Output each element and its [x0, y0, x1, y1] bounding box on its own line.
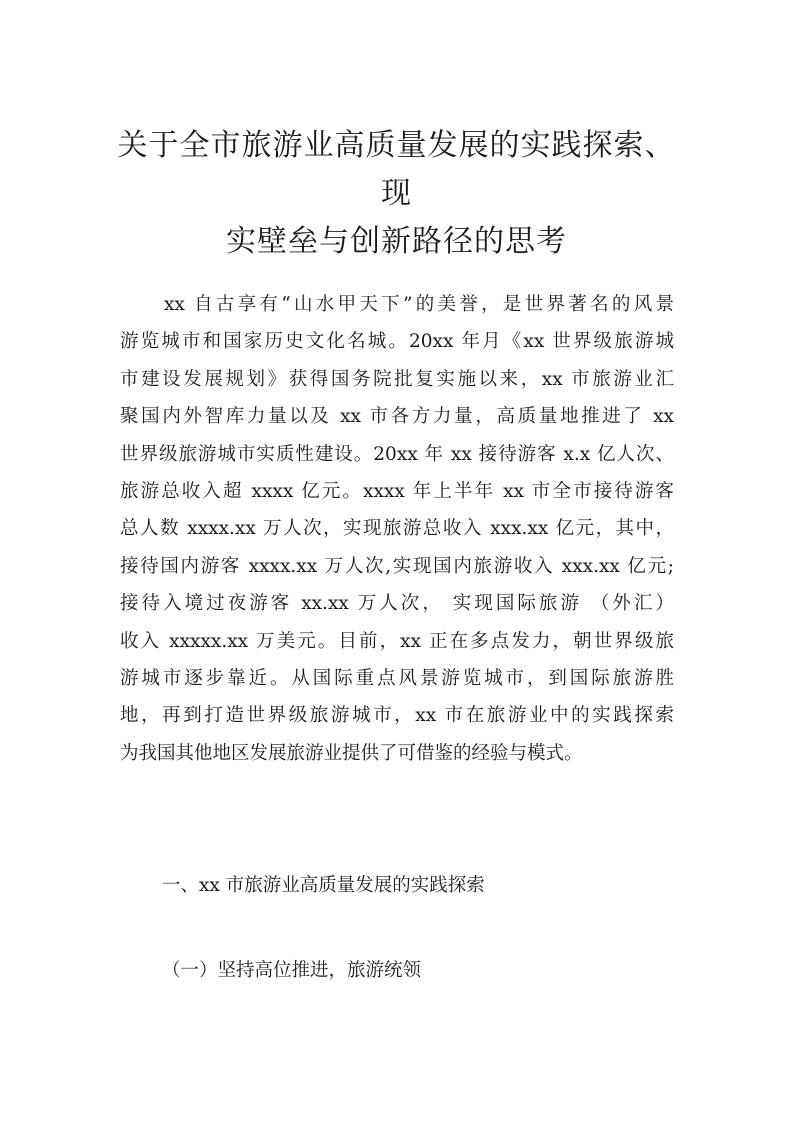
title-line-2: 实壁垒与创新路径的思考: [226, 224, 567, 259]
section-heading: 一、xx 市旅游业高质量发展的实践探索: [162, 875, 485, 896]
paragraph-line: 为我国其他地区发展旅游业提供了可借鉴的经验与模式。: [120, 742, 583, 764]
paragraph-line: 聚国内外智库力量以及 xx 市各方力量，高质量地推进了 xx: [120, 406, 674, 428]
paragraph-line: 游城市逐步靠近。从国际重点风景游览城市，到国际旅游胜: [120, 668, 674, 690]
paragraph-line: 世界级旅游城市实质性建设。20xx 年 xx 接待游客 x.x 亿人次、: [120, 443, 674, 465]
paragraph-line: 地，再到打造世界级旅游城市，xx 市在旅游业中的实践探索: [120, 705, 674, 727]
subsection-heading: （一）坚持高位推进，旅游统领: [162, 960, 422, 981]
paragraph-line: 游览城市和国家历史文化名城。20xx 年月《xx 世界级旅游城: [120, 331, 674, 353]
paragraph-line: 收入 xxxxx.xx 万美元。目前，xx 正在多点发力，朝世界级旅: [120, 630, 674, 652]
document-title: [110, 122, 683, 266]
title-line-1: 关于全市旅游业高质量发展的实践探索、现: [117, 128, 676, 211]
paragraph-line: 接待入境过夜游客 xx.xx 万人次， 实现国际旅游 （外汇）: [120, 593, 674, 615]
paragraph-line: 总人数 xxxx.xx 万人次，实现旅游总收入 xxx.xx 亿元，其中，: [120, 518, 674, 540]
paragraph-line: 市建设发展规划》获得国务院批复实施以来，xx 市旅游业汇: [120, 368, 674, 390]
intro-paragraph: [120, 286, 674, 772]
paragraph-line: 旅游总收入超 xxxx 亿元。xxxx 年上半年 xx 市全市接待游客: [120, 481, 674, 503]
paragraph-line: xx 自古享有“山水甲天下”的美誉，是世界著名的风景: [164, 294, 674, 315]
paragraph-line: 接待国内游客 xxxx.xx 万人次,实现国内旅游收入 xxx.xx 亿元;: [120, 555, 674, 577]
